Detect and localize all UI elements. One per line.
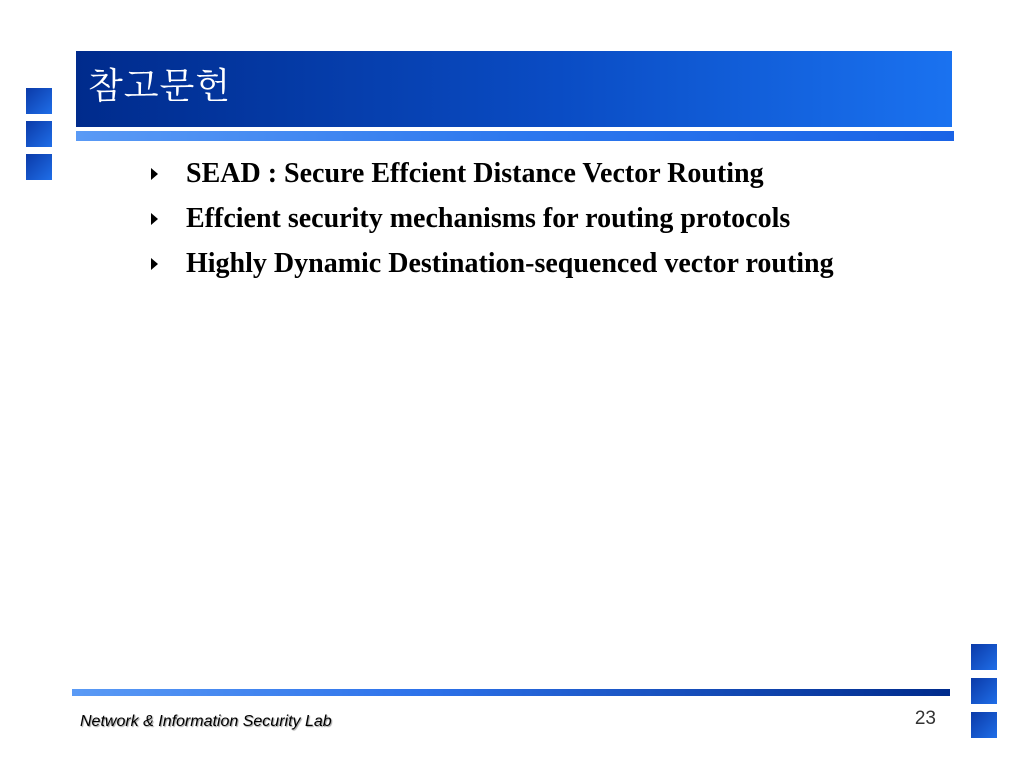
bullet-list xyxy=(146,151,834,286)
right-triangle-bullet-icon xyxy=(151,213,158,225)
bullet-item xyxy=(146,241,834,286)
right-triangle-bullet-icon xyxy=(151,168,158,180)
bullet-text: SEAD : Secure Effcient Distance Vector Routing xyxy=(186,157,764,189)
title-bar xyxy=(76,51,952,127)
footer-divider xyxy=(72,689,950,696)
title-underline xyxy=(76,131,954,141)
decor-square-bottom-right-2 xyxy=(971,678,997,704)
right-triangle-bullet-icon xyxy=(151,258,158,270)
decor-square-bottom-right-3 xyxy=(971,712,997,738)
bullet-text: Effcient security mechanisms for routing protocols xyxy=(186,202,791,234)
slide-title: 참고문헌 xyxy=(88,66,232,107)
decor-square-bottom-right-1 xyxy=(971,644,997,670)
bullet-item xyxy=(146,151,834,196)
bullet-text: Highly Dynamic Destination-sequenced vector routing xyxy=(186,247,834,279)
decor-square-top-left-2 xyxy=(26,121,52,147)
decor-square-top-left-1 xyxy=(26,88,52,114)
bullet-item xyxy=(146,196,834,241)
page-number: 23 xyxy=(914,708,936,729)
footer-lab-name: Network & Information Security Lab xyxy=(80,713,332,730)
decor-square-top-left-3 xyxy=(26,154,52,180)
